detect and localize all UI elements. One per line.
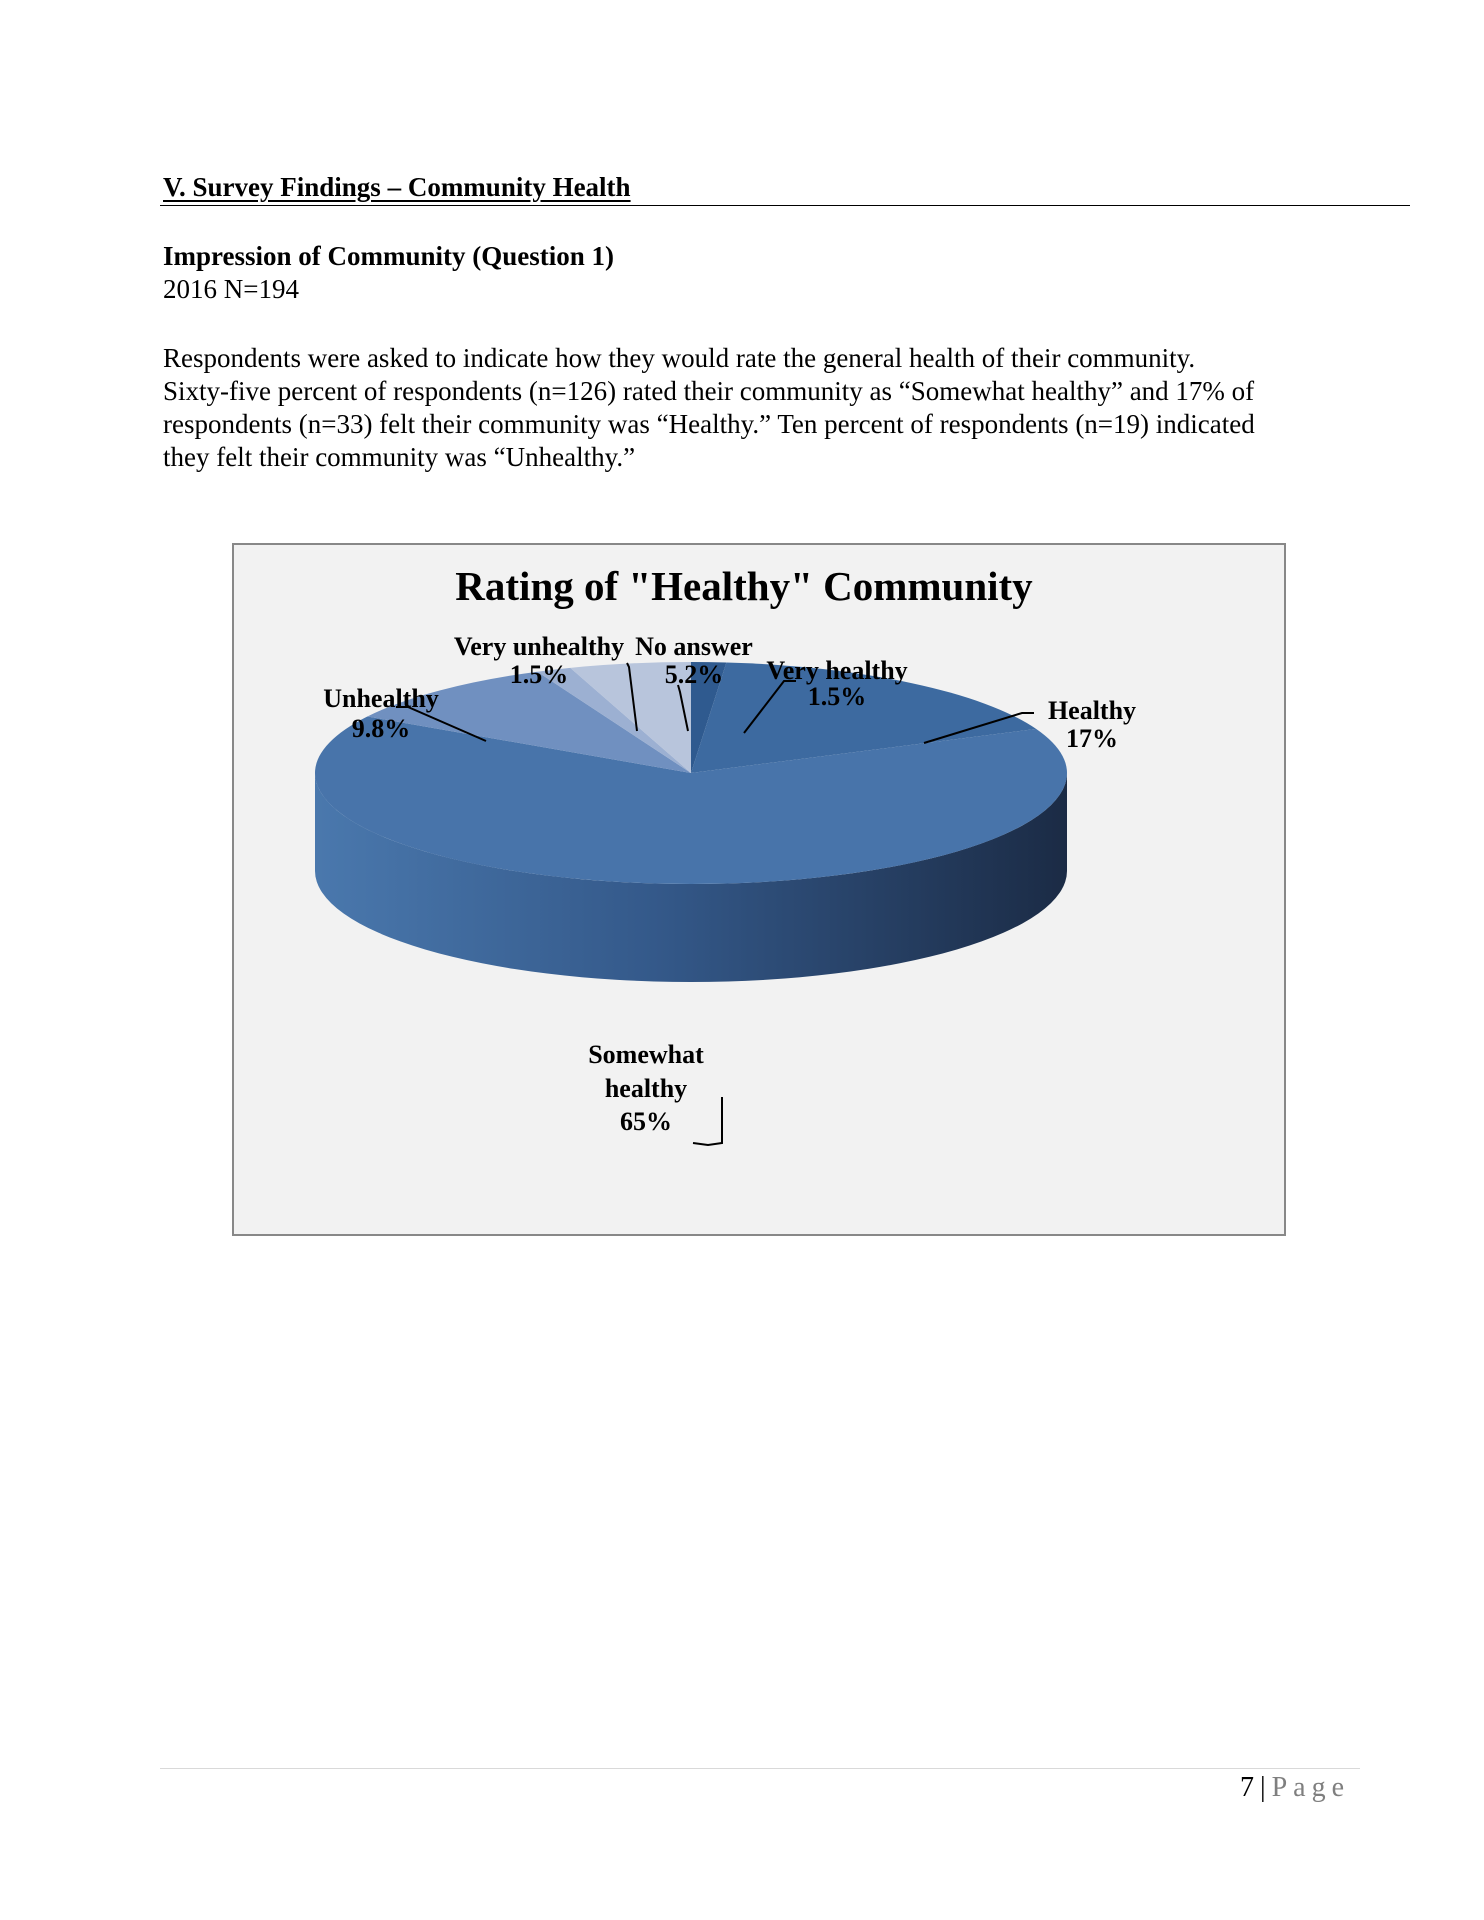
pie-chart [234, 545, 1284, 1234]
body-paragraph [163, 342, 1363, 474]
data-label-healthy: Healthy 17% [1047, 696, 1137, 753]
chart-frame [232, 543, 1286, 1236]
data-label-somewhat-healthy: Somewhat healthy 65% [588, 1040, 704, 1136]
body-line: Sixty-five percent of respondents (n=126) rated their community as “Somewhat healthy” and 17% of [163, 376, 1255, 406]
chart-title: Rating of "Healthy" Community [455, 563, 1033, 609]
data-label-unhealthy: Unhealthy 9.8% [323, 684, 439, 743]
leader-line-somewhat-healthy [693, 1097, 722, 1145]
body-line: respondents (n=33) felt their community was “Healthy.” Ten percent of respondents (n=19) indicated [163, 409, 1255, 439]
section-heading-rule [160, 205, 1410, 206]
sample-size: 2016 N=194 [163, 274, 299, 304]
data-label-no-answer: No answer 5.2% [635, 632, 753, 689]
body-line: they felt their community was “Unhealthy.” [163, 442, 636, 472]
page-separator: | [1259, 1772, 1266, 1803]
page-word: Page [1271, 1772, 1350, 1803]
page-number [1240, 1772, 1350, 1804]
section-heading: V. Survey Findings – Community Health [163, 172, 631, 202]
question-title: Impression of Community (Question 1) [163, 241, 615, 271]
data-label-very-healthy: Very healthy 1.5% [766, 656, 908, 711]
data-label-very-unhealthy: Very unhealthy 1.5% [453, 632, 625, 689]
footer-rule [160, 1768, 1360, 1769]
page-number-value: 7 [1239, 1772, 1254, 1803]
body-line: Respondents were asked to indicate how they would rate the general health of their community. [163, 343, 1196, 373]
